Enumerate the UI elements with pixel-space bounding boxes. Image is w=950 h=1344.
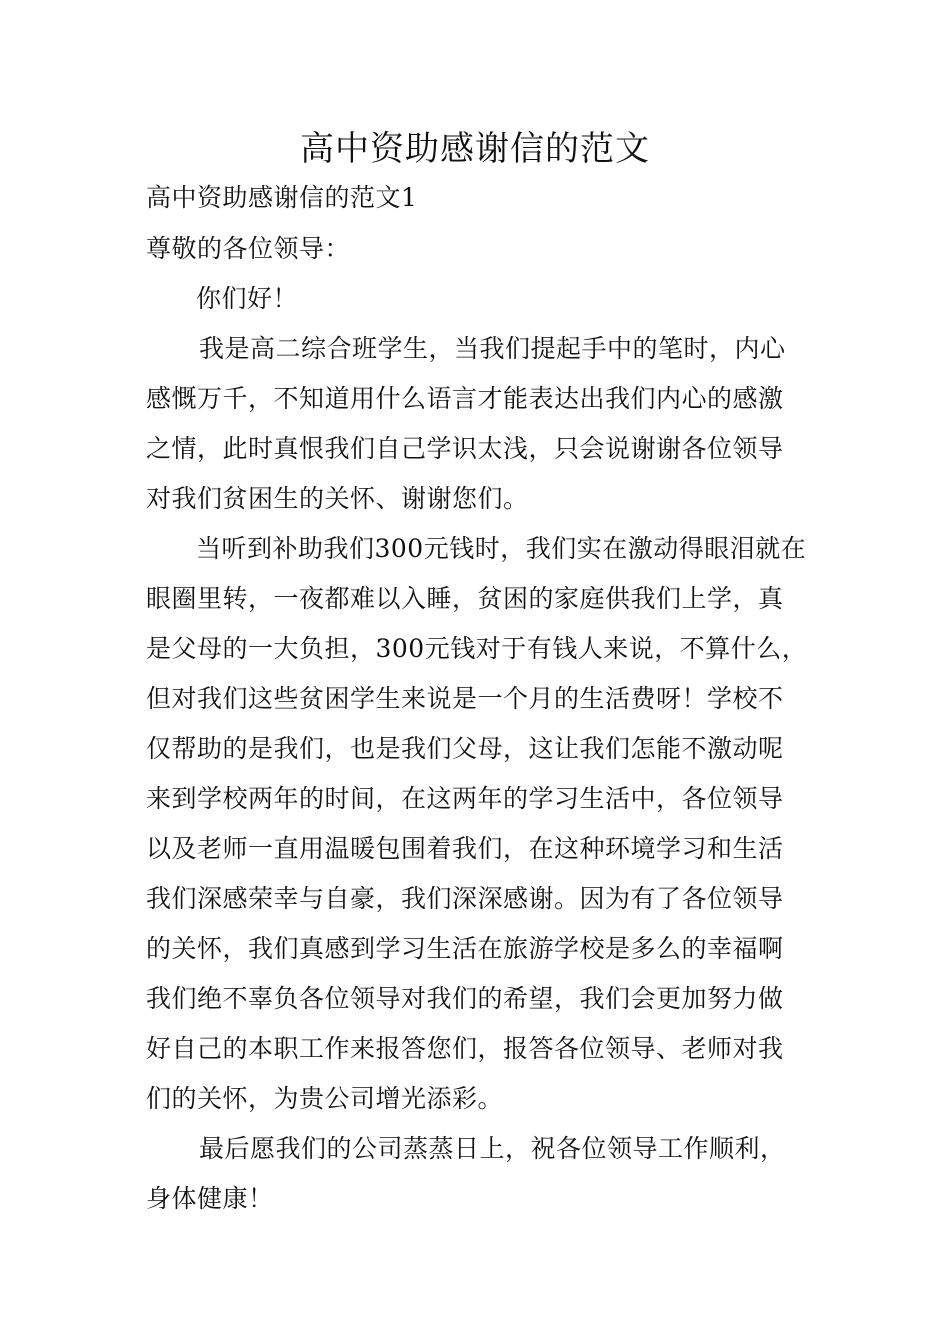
paragraph-line: 眼圈里转，一夜都难以入睡，贫困的家庭供我们上学，真 — [146, 584, 784, 613]
paragraph-line: 身体健康！ — [146, 1184, 274, 1213]
paragraph-line: 我们深感荣幸与自豪，我们深深感谢。因为有了各位领导 — [146, 884, 784, 913]
greeting: 你们好！ — [196, 284, 299, 313]
paragraph-line: 来到学校两年的时间，在这两年的学习生活中，各位领导 — [146, 784, 784, 813]
paragraph-line: 仅帮助的是我们，也是我们父母，这让我们怎能不激动呢 — [146, 734, 784, 763]
paragraph-line: 但对我们这些贫困学生来说是一个月的生活费呀！学校不 — [146, 684, 784, 713]
paragraph-line: 我们绝不辜负各位领导对我们的希望，我们会更加努力做 — [146, 984, 784, 1013]
paragraph-line: 我是高二综合班学生，当我们提起手中的笔时，内心 — [199, 334, 786, 363]
paragraph-line: 之情，此时真恨我们自己学识太浅，只会说谢谢各位领导 — [146, 434, 784, 463]
document-title: 高中资助感谢信的范文 — [300, 129, 650, 169]
paragraph-line: 感慨万千，不知道用什么语言才能表达出我们内心的感激 — [146, 384, 784, 413]
paragraph-line: 最后愿我们的公司蒸蒸日上，祝各位领导工作顺利， — [199, 1134, 786, 1163]
paragraph-line: 对我们贫困生的关怀、谢谢您们。 — [146, 484, 529, 513]
paragraph-line: 们的关怀，为贵公司增光添彩。 — [146, 1084, 504, 1113]
paragraph-line: 当听到补助我们300元钱时，我们实在激动得眼泪就在 — [196, 534, 807, 563]
salutation: 尊敬的各位领导： — [146, 234, 351, 263]
section-heading: 高中资助感谢信的范文1 — [146, 183, 418, 212]
paragraph-line: 是父母的一大负担，300元钱对于有钱人来说，不算什么， — [146, 634, 808, 663]
paragraph-line: 以及老师一直用温暖包围着我们，在这种环境学习和生活 — [146, 834, 784, 863]
paragraph-line: 的关怀，我们真感到学习生活在旅游学校是多么的幸福啊 — [146, 934, 784, 963]
paragraph-line: 好自己的本职工作来报答您们，报答各位领导、老师对我 — [146, 1034, 784, 1063]
